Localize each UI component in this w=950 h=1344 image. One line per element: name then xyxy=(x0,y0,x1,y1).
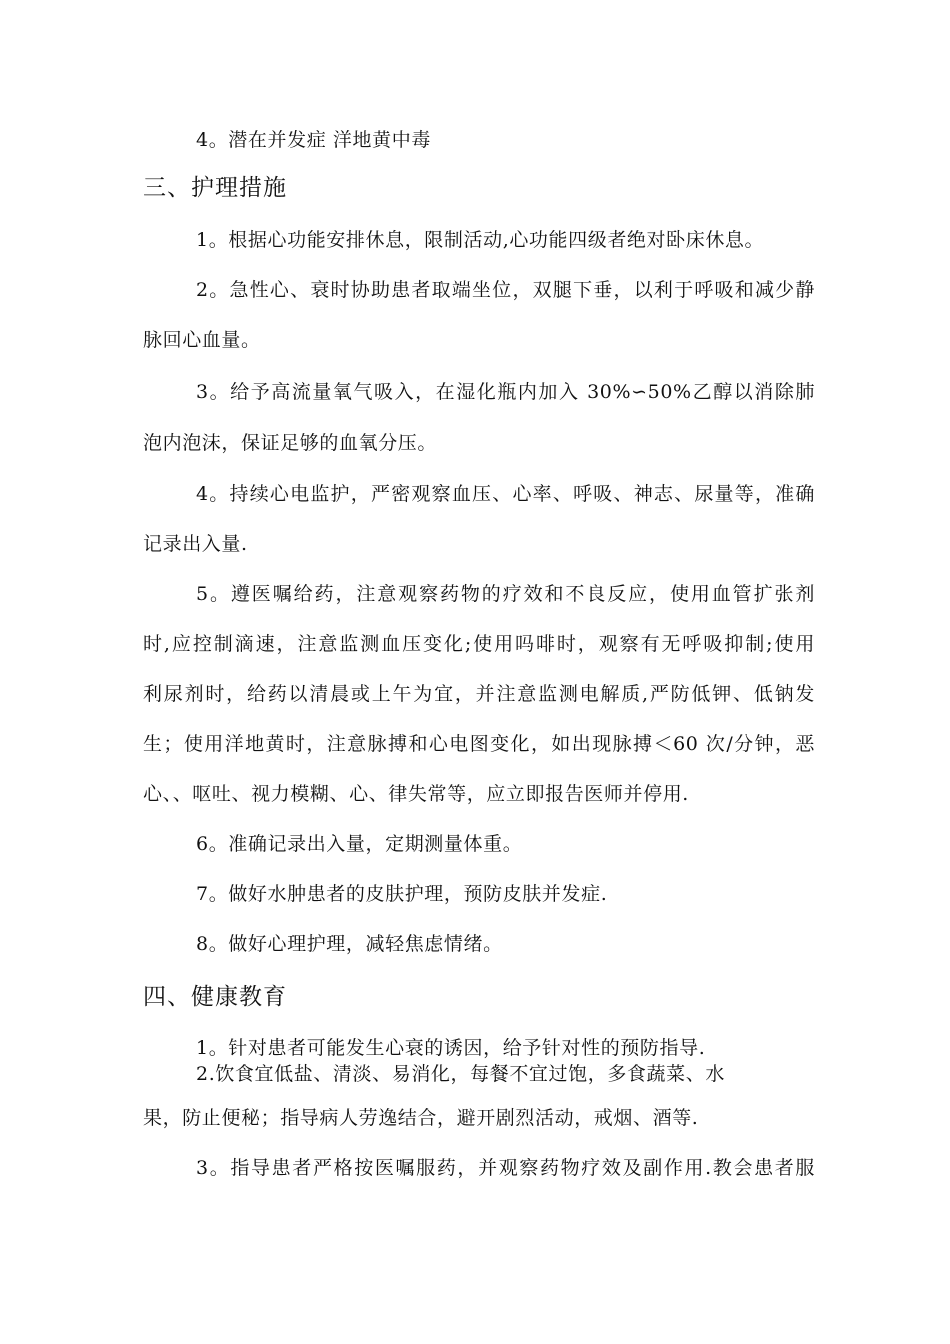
nursing-paragraph-7: 7。做好水肿患者的皮肤护理，预防皮肤并发症. xyxy=(196,883,608,905)
nursing-paragraph-3-line-1: 3。给予高流量氧气吸入，在湿化瓶内加入 30%∽50%乙醇以消除肺 xyxy=(196,381,815,403)
education-paragraph-1: 1。针对患者可能发生心衰的诱因，给予针对性的预防指导. xyxy=(196,1037,706,1059)
nursing-paragraph-8: 8。做好心理护理，减轻焦虑情绪。 xyxy=(196,933,503,955)
nursing-paragraph-2-line-2: 脉回心血量。 xyxy=(143,329,261,351)
nursing-paragraph-2-line-1: 2。急性心、衰时协助患者取端坐位，双腿下垂，以利于呼吸和减少静 xyxy=(196,279,815,301)
complication-item-4: 4。潜在并发症 洋地黄中毒 xyxy=(196,129,431,151)
section-heading-nursing-measures: 三、护理措施 xyxy=(143,175,287,201)
nursing-paragraph-4-line-1: 4。持续心电监护，严密观察血压、心率、呼吸、神志、尿量等，准确 xyxy=(196,483,815,505)
nursing-paragraph-5-line-2: 时,应控制滴速，注意监测血压变化;使用吗啡时，观察有无呼吸抑制;使用 xyxy=(143,633,815,655)
education-paragraph-2-line-1: 2.饮食宜低盐、清淡、易消化，每餐不宜过饱，多食蔬菜、水 xyxy=(196,1063,725,1085)
nursing-paragraph-1: 1。根据心功能安排休息，限制活动,心功能四级者绝对卧床休息。 xyxy=(196,229,765,251)
education-paragraph-3-line-1: 3。指导患者严格按医嘱服药，并观察药物疗效及副作用.教会患者服 xyxy=(196,1157,815,1179)
education-paragraph-2-line-2: 果，防止便秘；指导病人劳逸结合，避开剧烈活动，戒烟、酒等. xyxy=(143,1107,699,1129)
section-heading-health-education: 四、健康教育 xyxy=(143,984,287,1010)
nursing-paragraph-5-line-4: 生；使用洋地黄时，注意脉搏和心电图变化，如出现脉搏＜60 次/分钟，恶 xyxy=(143,733,815,755)
nursing-paragraph-5-line-5: 心、、呕吐、视力模糊、心、律失常等，应立即报告医师并停用. xyxy=(143,783,689,805)
nursing-paragraph-5-line-1: 5。遵医嘱给药，注意观察药物的疗效和不良反应，使用血管扩张剂 xyxy=(196,583,815,605)
nursing-paragraph-5-line-3: 利尿剂时，给药以清晨或上午为宜，并注意监测电解质,严防低钾、低钠发 xyxy=(143,683,815,705)
nursing-paragraph-6: 6。准确记录出入量，定期测量体重。 xyxy=(196,833,523,855)
nursing-paragraph-4-line-2: 记录出入量. xyxy=(143,533,248,555)
nursing-paragraph-3-line-2: 泡内泡沫，保证足够的血氧分压。 xyxy=(143,432,438,454)
